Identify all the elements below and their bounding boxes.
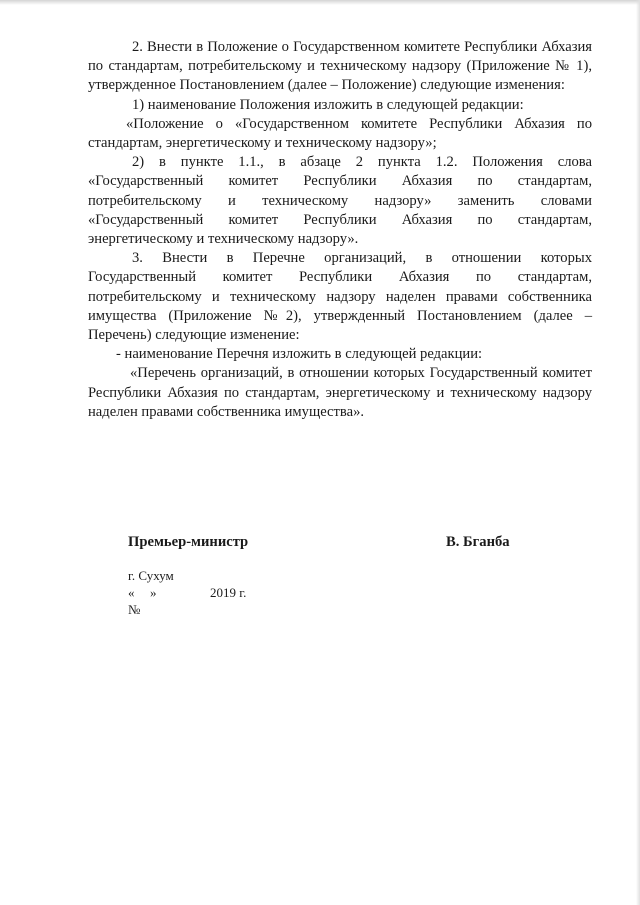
paragraph-subitem-1: 1) наименование Положения изложить в следующей редакции: [132, 96, 524, 113]
paragraph-item-3: 3. Внести в Перечне организаций, в отношении которых Государственный комитет Республики Абхазия по стандартам, потребительскому и техническому надзору наделен правами собственника имущества (Приложение №2), утвержденный Постановлением (далее – Перечень) следующие изменение: [88, 250, 592, 344]
footer-date-open-quote: « [128, 585, 135, 600]
paragraph-quote-2: «Перечень организаций, в отношении которых Государственный комитет Республики Абхазия по стандартам, энергетическому и техническому надзору наделен правами собственника имущества». [88, 365, 592, 420]
paragraph-dash-item: - наименование Перечня изложить в следующей редакции: [116, 346, 483, 363]
footer-number: № [128, 602, 141, 617]
paragraph-subitem-2: 2) в пункте 1.1., в абзаце 2 пункта 1.2. Положения слова «Государственный комитет Республики Абхазия по стандартам, потребительскому и техническому надзору» заменить словами «Государственный комитет Республики Абхазия по стандартам, энергетическому и техническому надзору». [88, 154, 592, 248]
footer-city: г. Сухум [128, 568, 174, 583]
footer-date-year: 2019 г. [210, 585, 247, 600]
footer-date-close-quote: » [150, 585, 157, 600]
paragraph-quote-1: «Положение о «Государственном комитете Республики Абхазия по стандартам, энергетическому и техническому надзору»; [88, 115, 592, 152]
scan-edge-shadow-right [636, 0, 640, 905]
signatory-name: В. Бганба [446, 534, 510, 550]
scan-edge-shadow [0, 0, 640, 5]
document-body [88, 38, 592, 422]
paragraph-item-2: 2. Внести в Положение о Государственном комитете Республики Абхазия по стандартам, потребительскому и техническому надзору (Приложение № 1), утвержденное Постановлением (далее – Положение) следующие изменения: [88, 39, 592, 94]
signatory-position: Премьер-министр [128, 534, 249, 550]
